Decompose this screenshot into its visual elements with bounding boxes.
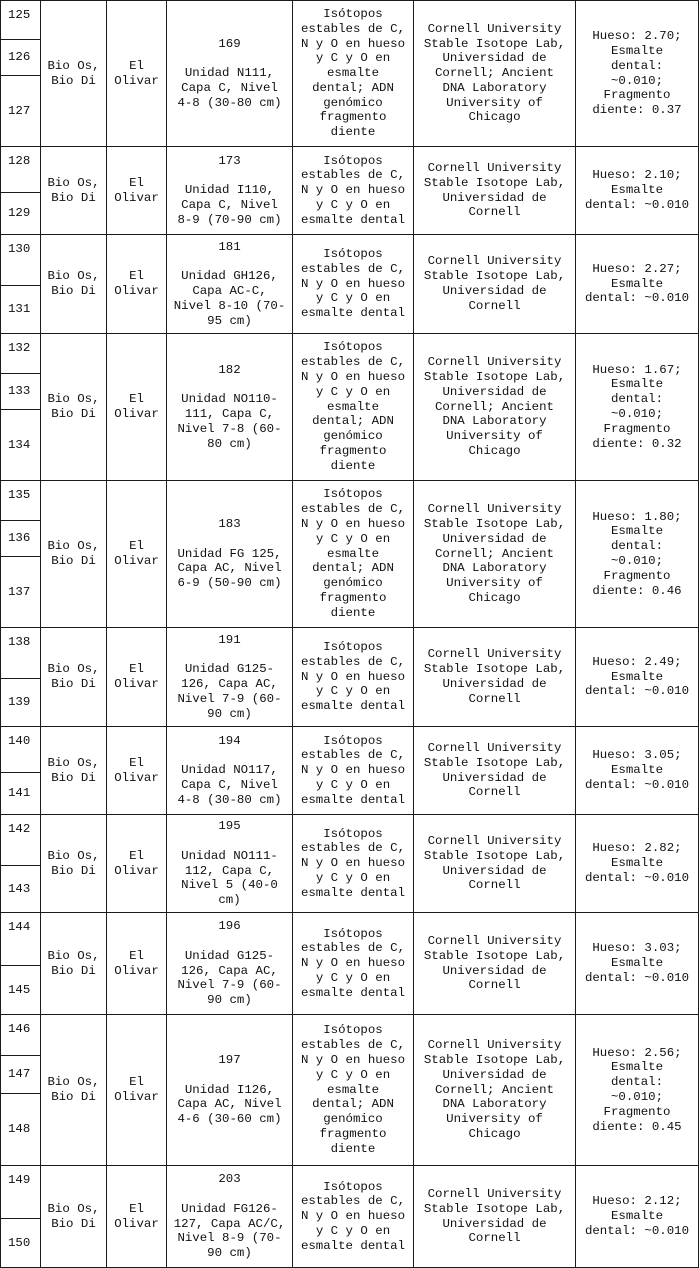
sample-id-text: 128 — [8, 154, 31, 168]
lab-cell-text: Cornell University Stable Isotope Lab, Universidad de Cornell; Ancient DNA Laboratory University of Chicago — [423, 355, 566, 458]
lab-cell — [414, 913, 576, 1015]
sample-id — [0, 374, 41, 410]
analysis-cell — [293, 235, 414, 334]
weight-cell — [576, 147, 699, 235]
site-cell-text: El Olivar — [114, 269, 159, 298]
lab-cell — [414, 815, 576, 913]
analysis-cell-text: Isótopos estables de C, N y O en hueso y C y O en esmalte dental; ADN genómico fragmento diente — [300, 487, 406, 620]
lab-cell-text: Cornell University Stable Isotope Lab, Universidad de Cornell; Ancient DNA Laboratory University of Chicago — [423, 21, 566, 125]
site-cell-text: El Olivar — [114, 848, 159, 878]
weight-cell-text: Hueso: 2.27; Esmalte dental: ~0.010 — [584, 261, 690, 306]
sample-cell-text: 183 Unidad FG 125, Capa AC, Nivel 6-9 (50-90 cm) — [177, 517, 282, 591]
sample-cell — [167, 815, 293, 913]
weight-cell — [576, 815, 699, 913]
site-cell — [107, 815, 167, 913]
sample-id-text: 145 — [8, 982, 31, 997]
lab-cell-text: Cornell University Stable Isotope Lab, Universidad de Cornell — [423, 160, 566, 220]
site-cell-text: El Olivar — [114, 755, 159, 785]
weight-cell — [576, 235, 699, 334]
sample-id — [0, 679, 41, 727]
lab-cell-text: Cornell University Stable Isotope Lab, Universidad de Cornell — [423, 254, 566, 313]
sample-cell — [167, 481, 293, 628]
site-cell-text: El Olivar — [114, 175, 159, 205]
sample-cell-text: 195 Unidad NO111- 112, Capa C, Nivel 5 (40-0 cm) — [181, 819, 278, 908]
weight-cell-text: Hueso: 2.82; Esmalte dental: ~0.010 — [584, 841, 690, 885]
lab-cell — [414, 147, 576, 235]
sample-id-text: 127 — [8, 103, 31, 118]
analysis-cell — [293, 1015, 414, 1166]
sample-id-text: 129 — [8, 206, 31, 221]
site-cell — [107, 913, 167, 1015]
analysis-cell-text: Isótopos estables de C, N y O en hueso y C y O en esmalte dental; ADN genómico fragmento diente — [300, 1023, 406, 1156]
sample-id — [0, 1219, 41, 1268]
sample-cell — [167, 0, 293, 147]
analysis-cell-text: Isótopos estables de C, N y O en hueso y C y O en esmalte dental; ADN genómico fragmento diente — [300, 340, 406, 473]
material-cell — [41, 628, 107, 727]
sample-id-text: 139 — [8, 695, 31, 710]
sample-id-text: 141 — [8, 786, 31, 801]
analysis-cell-text: Isótopos estables de C, N y O en hueso y C y O en esmalte dental — [300, 1179, 406, 1253]
sample-cell — [167, 147, 293, 235]
sample-cell-text: 182 Unidad NO110- 111, Capa C, Nivel 7-8 (60- 80 cm) — [177, 362, 282, 451]
lab-cell-text: Cornell University Stable Isotope Lab, Universidad de Cornell — [423, 647, 566, 706]
lab-cell — [414, 0, 576, 147]
analysis-cell — [293, 334, 414, 481]
sample-id — [0, 773, 41, 815]
sample-id-text: 136 — [8, 531, 31, 546]
sample-id-text: 144 — [8, 920, 31, 934]
sample-cell-text: 197 Unidad I126, Capa AC, Nivel 4-6 (30-60 cm) — [177, 1053, 282, 1127]
sample-id-text: 132 — [8, 341, 31, 355]
weight-cell — [576, 481, 699, 628]
sample-id — [0, 334, 41, 374]
weight-cell — [576, 334, 699, 481]
material-cell — [41, 1015, 107, 1166]
sample-id — [0, 727, 41, 773]
lab-cell-text: Cornell University Stable Isotope Lab, Universidad de Cornell; Ancient DNA Laboratory University of Chicago — [423, 502, 566, 605]
sample-id — [0, 913, 41, 966]
sample-cell — [167, 235, 293, 334]
site-cell — [107, 481, 167, 628]
site-cell-text: El Olivar — [114, 392, 159, 421]
sample-cell — [167, 1015, 293, 1166]
analysis-cell — [293, 727, 414, 815]
analysis-cell-text: Isótopos estables de C, N y O en hueso y C y O en esmalte dental — [300, 640, 406, 714]
sample-id-text: 137 — [8, 584, 31, 599]
sample-id — [0, 1056, 41, 1094]
sample-cell — [167, 727, 293, 815]
sample-cell — [167, 334, 293, 481]
analysis-cell — [293, 913, 414, 1015]
analysis-cell — [293, 481, 414, 628]
site-cell — [107, 628, 167, 727]
lab-cell-text: Cornell University Stable Isotope Lab, Universidad de Cornell — [423, 1186, 566, 1246]
material-cell — [41, 0, 107, 147]
site-cell — [107, 1015, 167, 1166]
material-cell-text: Bio Os, Bio Di — [47, 175, 100, 205]
sample-id-text: 131 — [8, 302, 31, 317]
material-cell-text: Bio Os, Bio Di — [47, 269, 100, 298]
sample-id-text: 148 — [8, 1122, 31, 1137]
sample-id-text: 135 — [8, 488, 31, 502]
sample-id — [0, 815, 41, 866]
sample-id — [0, 286, 41, 334]
sample-id — [0, 0, 41, 40]
analysis-cell-text: Isótopos estables de C, N y O en hueso y C y O en esmalte dental — [300, 247, 406, 321]
sample-id — [0, 1094, 41, 1166]
site-cell-text: El Olivar — [114, 539, 159, 568]
sample-id — [0, 40, 41, 76]
weight-cell-text: Hueso: 2.10; Esmalte dental: ~0.010 — [584, 168, 690, 212]
site-cell-text: El Olivar — [114, 1201, 159, 1231]
material-cell-text: Bio Os, Bio Di — [47, 848, 100, 878]
analysis-cell-text: Isótopos estables de C, N y O en hueso y C y O en esmalte dental — [300, 153, 406, 227]
lab-cell — [414, 481, 576, 628]
sample-cell-text: 173 Unidad I110, Capa C, Nivel 8-9 (70-90 cm) — [177, 153, 282, 227]
lab-cell — [414, 628, 576, 727]
weight-cell — [576, 727, 699, 815]
analysis-cell-text: Isótopos estables de C, N y O en hueso y C y O en esmalte dental; ADN genómico fragmento diente — [300, 6, 406, 140]
sample-cell-text: 191 Unidad G125- 126, Capa AC, Nivel 7-9 (60- 90 cm) — [177, 632, 282, 721]
material-cell-text: Bio Os, Bio Di — [47, 539, 100, 568]
sample-id — [0, 481, 41, 521]
weight-cell — [576, 628, 699, 727]
sample-id-text: 140 — [8, 734, 31, 748]
weight-cell-text: Hueso: 2.70; Esmalte dental: ~0.010; Fragmento diente: 0.37 — [592, 29, 682, 118]
sample-id-text: 142 — [8, 822, 31, 836]
site-cell — [107, 727, 167, 815]
sample-cell — [167, 628, 293, 727]
sample-cell — [167, 1166, 293, 1268]
site-cell-text: El Olivar — [114, 1075, 159, 1104]
sample-id-text: 138 — [8, 635, 31, 649]
sample-id-text: 126 — [8, 50, 31, 65]
weight-cell-text: Hueso: 2.12; Esmalte dental: ~0.010 — [584, 1194, 690, 1238]
sample-cell — [167, 913, 293, 1015]
sample-id — [0, 557, 41, 628]
material-cell — [41, 235, 107, 334]
lab-cell — [414, 1015, 576, 1166]
site-cell — [107, 1166, 167, 1268]
material-cell-text: Bio Os, Bio Di — [47, 1201, 100, 1231]
weight-cell — [576, 913, 699, 1015]
material-cell-text: Bio Os, Bio Di — [47, 392, 100, 421]
analysis-cell-text: Isótopos estables de C, N y O en hueso y C y O en esmalte dental — [300, 733, 406, 807]
site-cell — [107, 0, 167, 147]
material-cell — [41, 913, 107, 1015]
sample-id-text: 133 — [8, 384, 31, 399]
weight-cell — [576, 0, 699, 147]
weight-cell-text: Hueso: 2.56; Esmalte dental: ~0.010; Fragmento diente: 0.45 — [592, 1045, 682, 1134]
sample-cell-text: 169 Unidad N111, Capa C, Nivel 4-8 (30-80 cm) — [177, 36, 282, 110]
sample-id — [0, 1166, 41, 1219]
analysis-cell — [293, 0, 414, 147]
sample-id — [0, 521, 41, 557]
sample-id — [0, 193, 41, 235]
sample-id-text: 146 — [8, 1022, 31, 1036]
sample-id-text: 143 — [8, 881, 31, 896]
material-cell-text: Bio Os, Bio Di — [47, 948, 100, 978]
analysis-cell-text: Isótopos estables de C, N y O en hueso y C y O en esmalte dental — [300, 926, 406, 1000]
sample-id-text: 130 — [8, 242, 31, 256]
material-cell — [41, 727, 107, 815]
material-cell-text: Bio Os, Bio Di — [47, 1075, 100, 1104]
sample-id — [0, 866, 41, 913]
analysis-cell — [293, 147, 414, 235]
sample-cell-text: 194 Unidad NO117, Capa C, Nivel 4-8 (30-80 cm) — [177, 733, 282, 807]
sample-id — [0, 628, 41, 679]
sample-cell-text: 196 Unidad G125- 126, Capa AC, Nivel 7-9 (60- 90 cm) — [177, 919, 282, 1008]
sample-cell-text: 181 Unidad GH126, Capa AC-C, Nivel 8-10 (70- 95 cm) — [173, 239, 286, 328]
sample-id — [0, 966, 41, 1015]
sample-id-text: 134 — [8, 437, 31, 452]
sample-id-text: 149 — [8, 1173, 31, 1187]
weight-cell-text: Hueso: 2.49; Esmalte dental: ~0.010 — [584, 654, 690, 699]
weight-cell — [576, 1015, 699, 1166]
lab-cell — [414, 1166, 576, 1268]
weight-cell-text: Hueso: 1.67; Esmalte dental: ~0.010; Fragmento diente: 0.32 — [592, 362, 682, 451]
analysis-cell — [293, 1166, 414, 1268]
weight-cell-text: Hueso: 3.03; Esmalte dental: ~0.010 — [584, 941, 690, 985]
material-cell-text: Bio Os, Bio Di — [47, 755, 100, 785]
site-cell — [107, 147, 167, 235]
sample-id — [0, 76, 41, 147]
sample-id — [0, 1015, 41, 1056]
lab-cell-text: Cornell University Stable Isotope Lab, Universidad de Cornell; Ancient DNA Laboratory University of Chicago — [423, 1038, 566, 1141]
site-cell — [107, 334, 167, 481]
sample-id-text: 150 — [8, 1235, 31, 1250]
site-cell — [107, 235, 167, 334]
analysis-cell-text: Isótopos estables de C, N y O en hueso y C y O en esmalte dental — [300, 826, 406, 900]
sample-id — [0, 235, 41, 286]
sample-id-text: 147 — [8, 1067, 31, 1082]
weight-cell — [576, 1166, 699, 1268]
sample-id — [0, 410, 41, 481]
material-cell-text: Bio Os, Bio Di — [47, 58, 100, 88]
sample-id-text: 125 — [8, 8, 31, 22]
site-cell-text: El Olivar — [114, 662, 159, 691]
material-cell — [41, 334, 107, 481]
lab-cell-text: Cornell University Stable Isotope Lab, Universidad de Cornell — [423, 740, 566, 800]
analysis-cell — [293, 815, 414, 913]
weight-cell-text: Hueso: 1.80; Esmalte dental: ~0.010; Fragmento diente: 0.46 — [592, 509, 682, 598]
sample-cell-text: 203 Unidad FG126- 127, Capa AC/C, Nivel 8-9 (70- 90 cm) — [173, 1172, 286, 1261]
material-cell-text: Bio Os, Bio Di — [47, 662, 100, 691]
sample-id — [0, 147, 41, 193]
site-cell-text: El Olivar — [114, 58, 159, 88]
material-cell — [41, 147, 107, 235]
lab-cell-text: Cornell University Stable Isotope Lab, Universidad de Cornell — [423, 833, 566, 893]
weight-cell-text: Hueso: 3.05; Esmalte dental: ~0.010 — [584, 748, 690, 792]
lab-cell — [414, 235, 576, 334]
material-cell — [41, 1166, 107, 1268]
material-cell — [41, 481, 107, 628]
analysis-cell — [293, 628, 414, 727]
lab-cell — [414, 727, 576, 815]
lab-cell-text: Cornell University Stable Isotope Lab, Universidad de Cornell — [423, 933, 566, 993]
lab-cell — [414, 334, 576, 481]
site-cell-text: El Olivar — [114, 948, 159, 978]
material-cell — [41, 815, 107, 913]
